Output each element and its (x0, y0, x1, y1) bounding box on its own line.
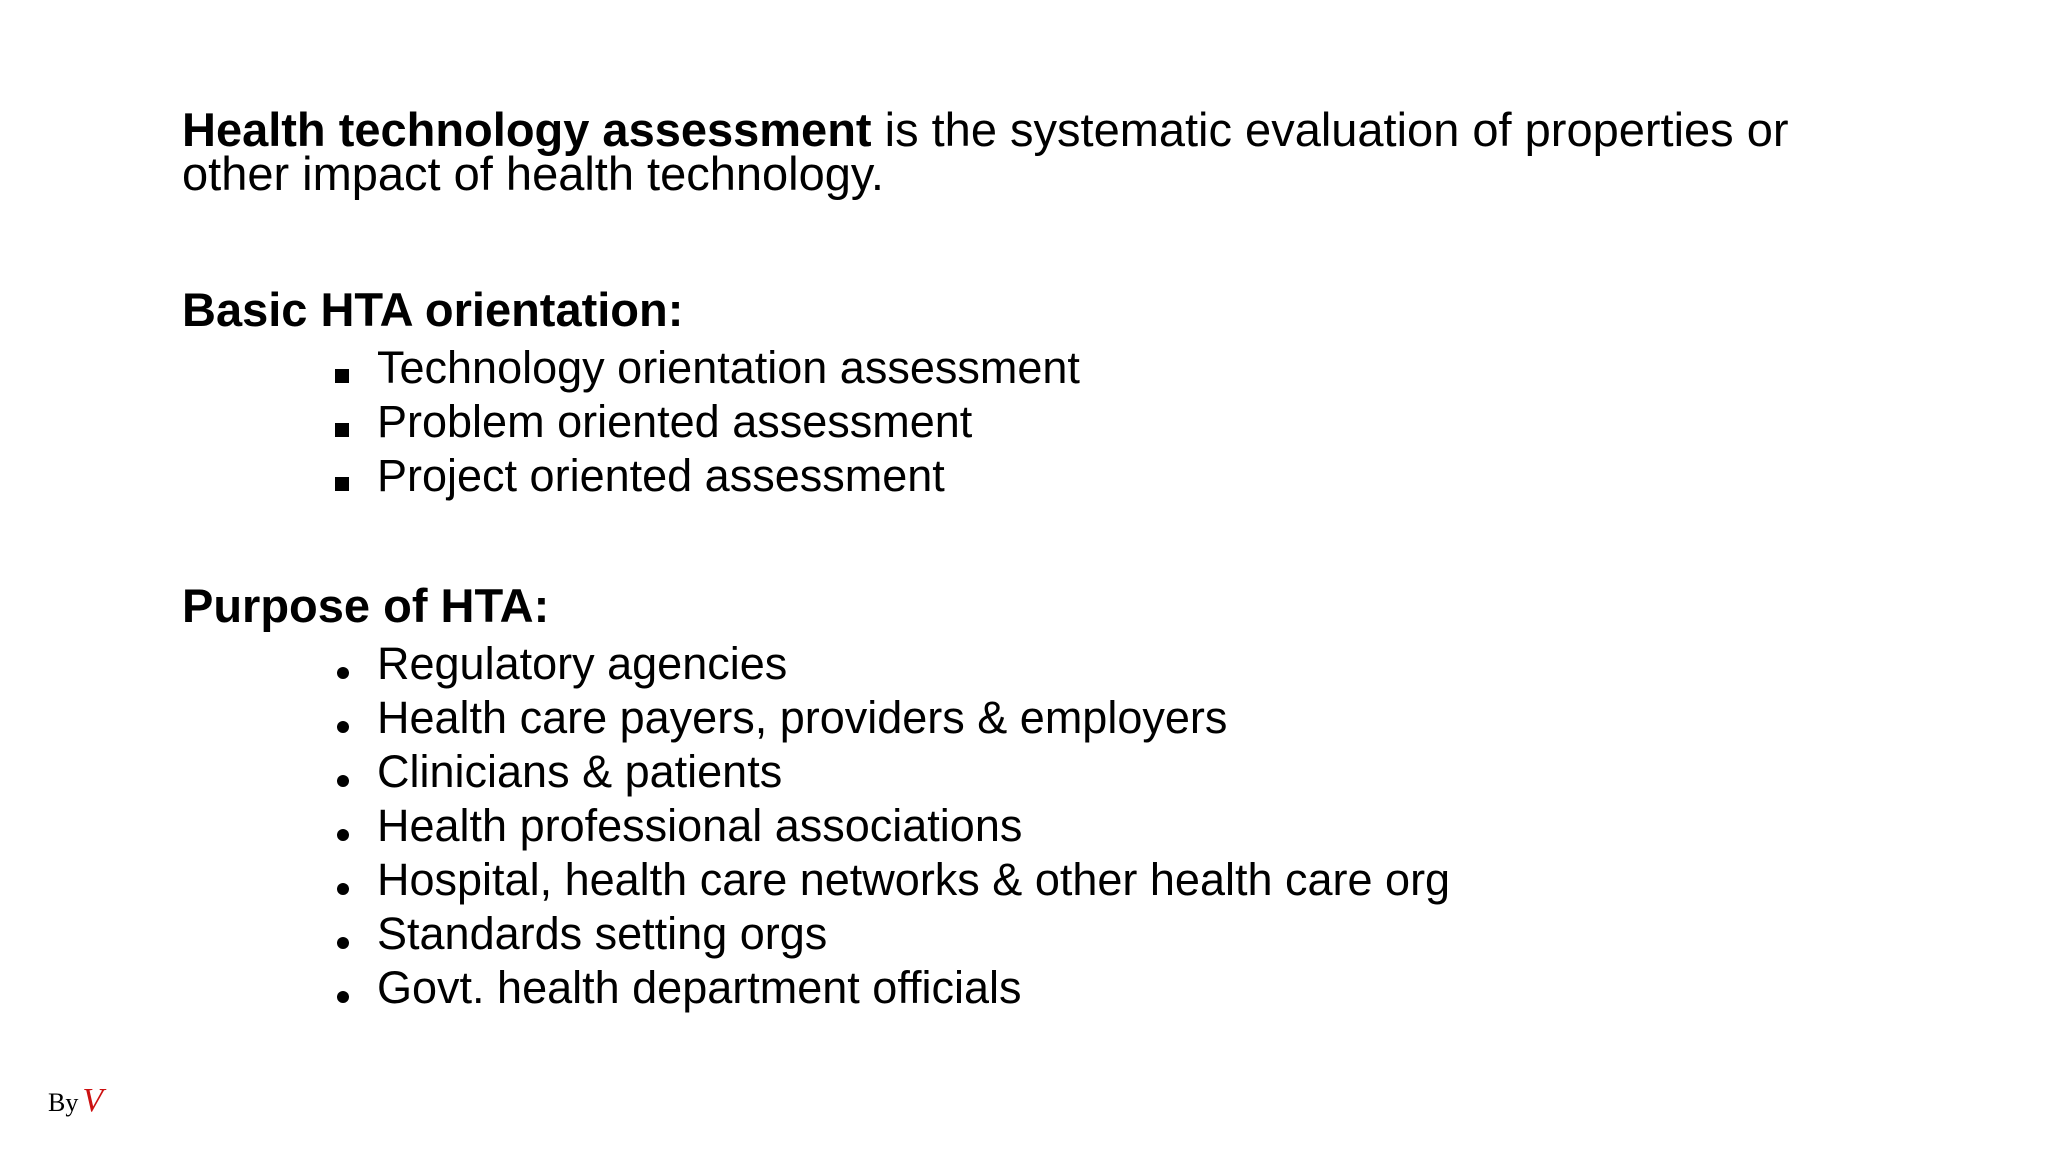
intro-paragraph (182, 103, 1882, 200)
list-item-text: Project oriented assessment (377, 450, 945, 501)
square-bullet-icon (335, 449, 365, 503)
author-mark: V (82, 1082, 104, 1119)
dot-bullet-icon (335, 745, 365, 799)
orientation-heading: Basic HTA orientation: (182, 283, 684, 336)
list-item-text: Health care payers, providers & employers (377, 692, 1228, 743)
list-item (335, 961, 1450, 1015)
list-item-text: Health professional associations (377, 800, 1023, 851)
list-item (335, 395, 1080, 449)
purpose-list (335, 637, 1450, 1015)
list-item (335, 745, 1450, 799)
list-item (335, 341, 1080, 395)
list-item (335, 799, 1450, 853)
list-item-text: Technology orientation assessment (377, 342, 1080, 393)
dot-bullet-icon (335, 637, 365, 691)
list-item-text: Problem oriented assessment (377, 396, 973, 447)
byline-prefix: By (48, 1088, 79, 1117)
author-byline (48, 1082, 103, 1120)
dot-bullet-icon (335, 799, 365, 853)
dot-bullet-icon (335, 691, 365, 745)
list-item (335, 637, 1450, 691)
square-bullet-icon (335, 341, 365, 395)
intro-term: Health technology assessment (182, 103, 872, 156)
orientation-list (335, 341, 1080, 503)
dot-bullet-icon (335, 907, 365, 961)
list-item-text: Govt. health department officials (377, 962, 1022, 1013)
list-item-text: Standards setting orgs (377, 908, 828, 959)
dot-bullet-icon (335, 853, 365, 907)
list-item (335, 853, 1450, 907)
square-bullet-icon (335, 395, 365, 449)
intro-definition: is the systematic evaluation of properties or other impact of health technology. (182, 103, 1789, 200)
list-item-text: Hospital, health care networks & other health care org (377, 854, 1451, 905)
list-item-text: Clinicians & patients (377, 746, 783, 797)
list-item (335, 691, 1450, 745)
list-item (335, 907, 1450, 961)
dot-bullet-icon (335, 961, 365, 1015)
list-item (335, 449, 1080, 503)
purpose-heading: Purpose of HTA: (182, 579, 550, 632)
list-item-text: Regulatory agencies (377, 638, 788, 689)
